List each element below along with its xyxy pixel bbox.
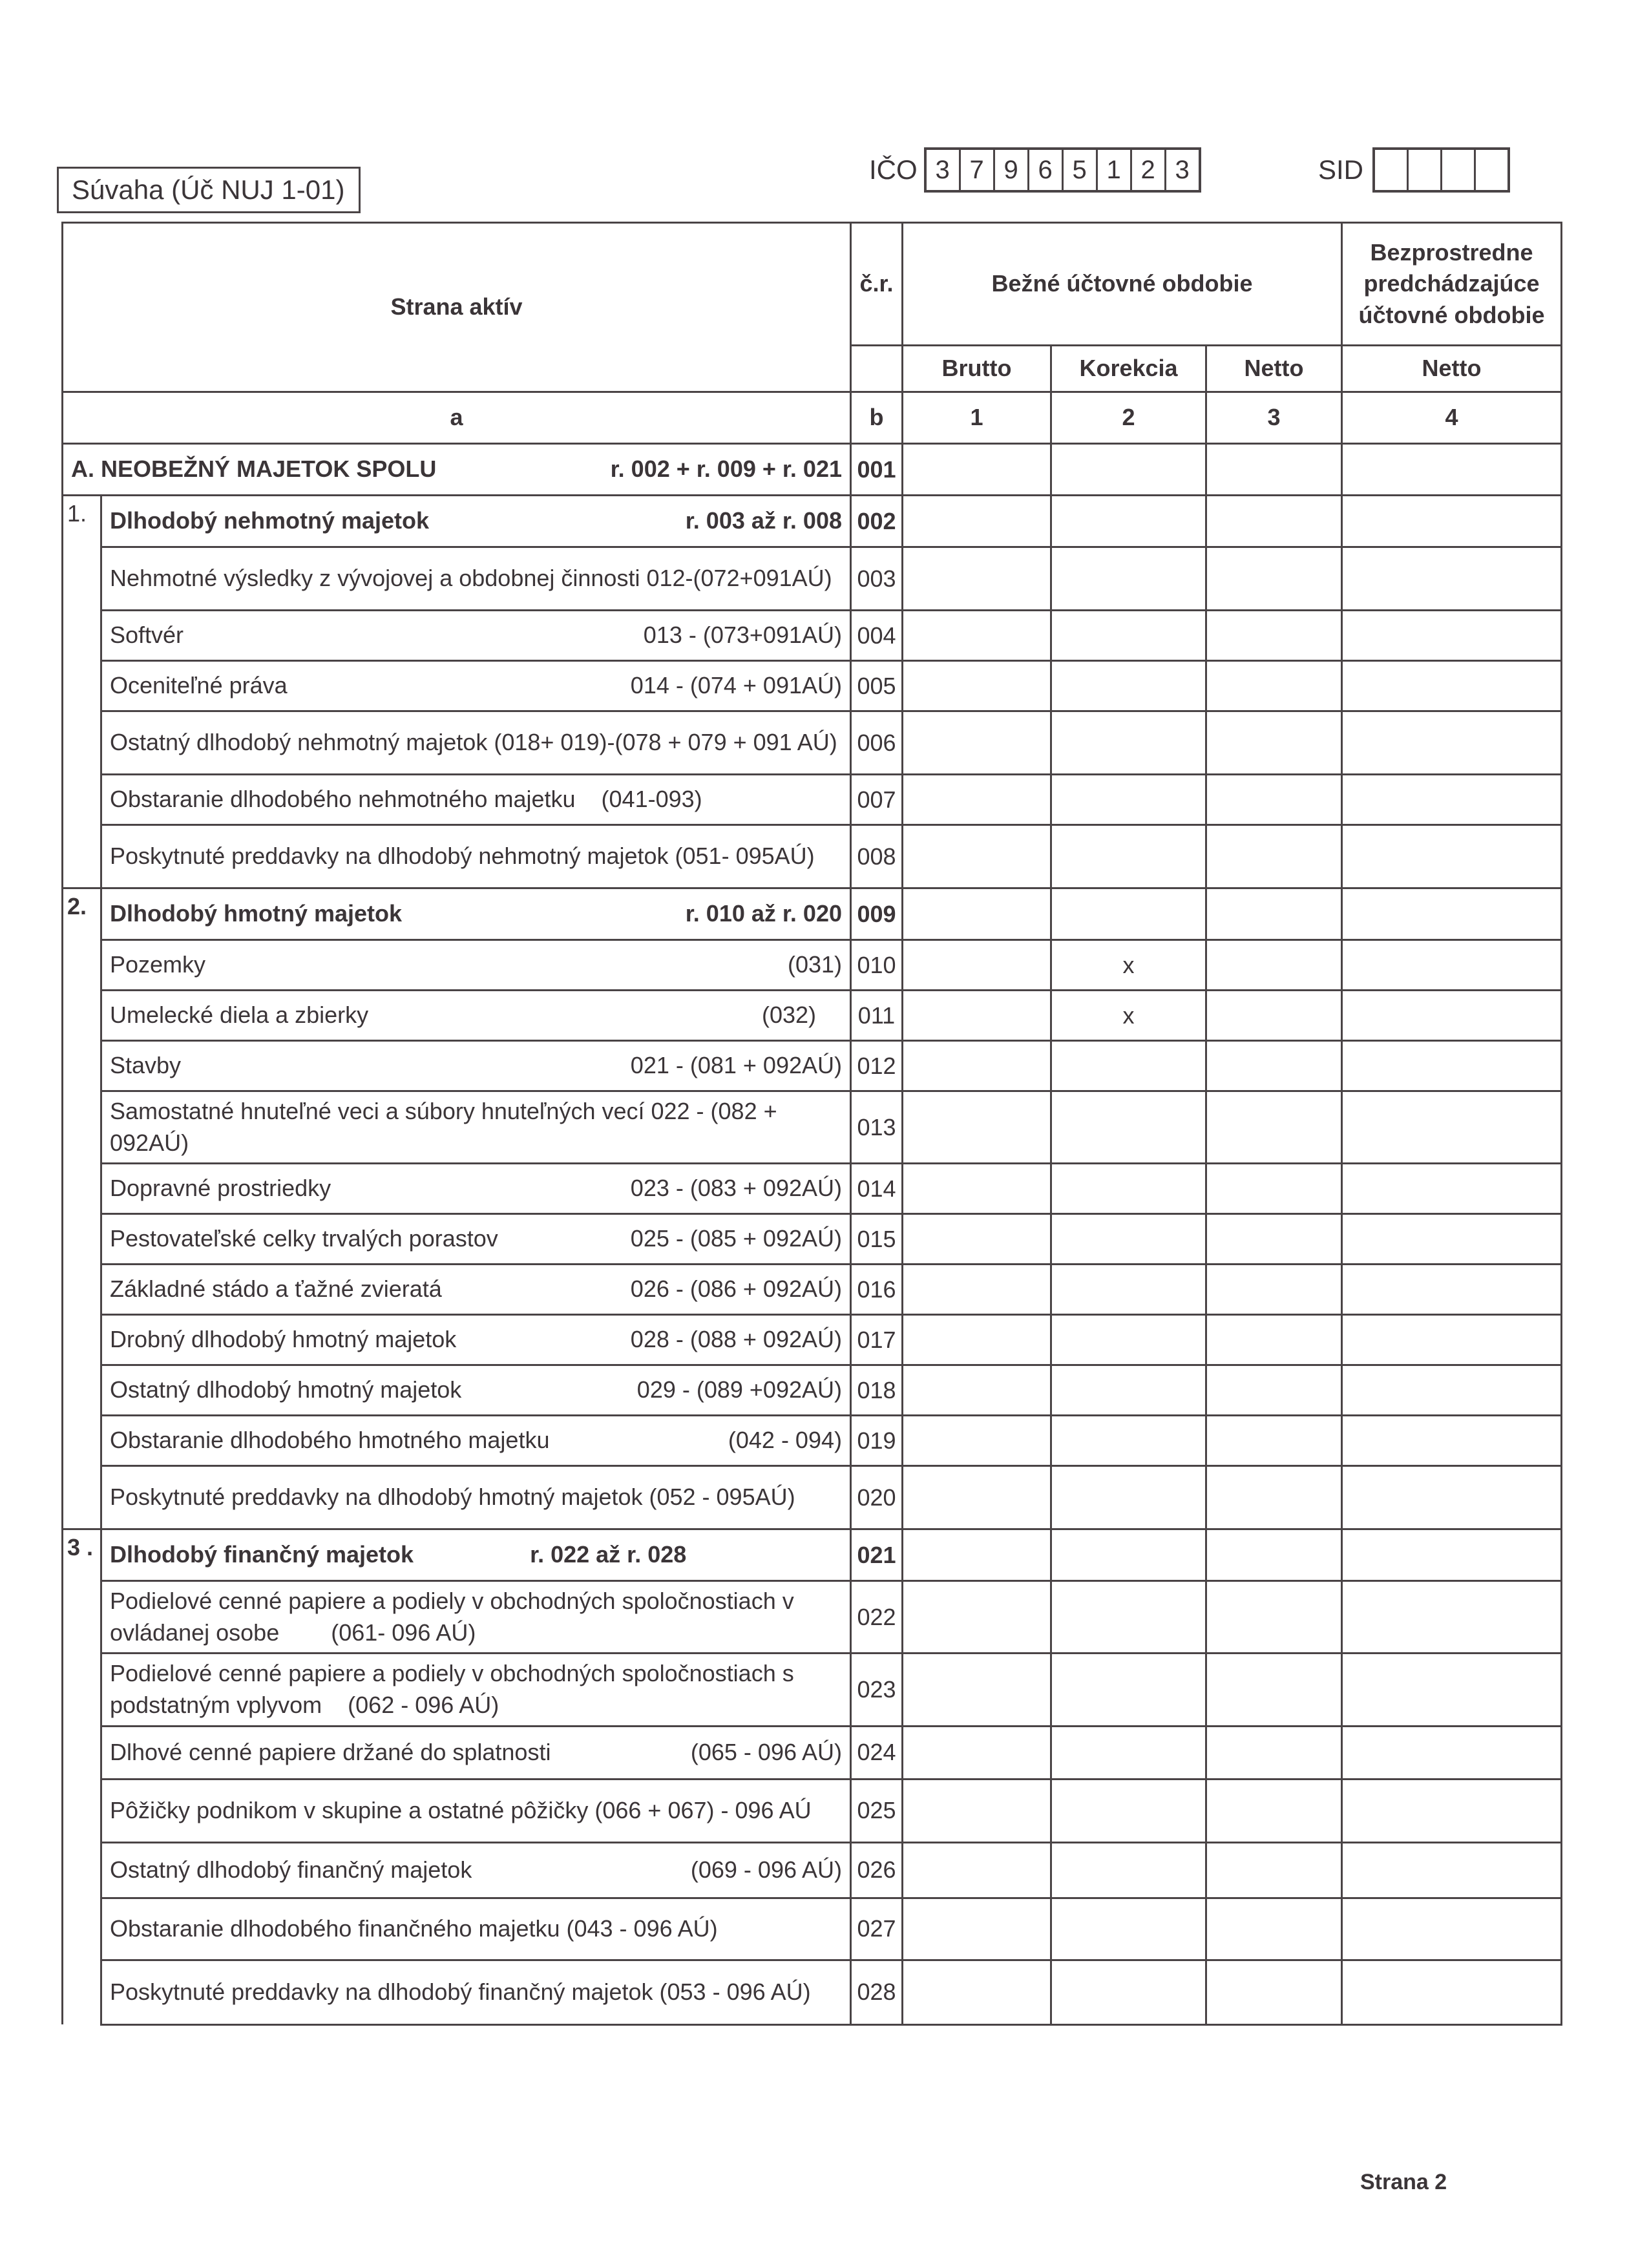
cell-korekcia[interactable] bbox=[1051, 1315, 1206, 1365]
row-formula: (031) bbox=[787, 951, 842, 978]
cell-korekcia[interactable] bbox=[1051, 775, 1206, 825]
cell-netto[interactable] bbox=[1206, 547, 1342, 611]
table-row bbox=[63, 1842, 1562, 1898]
row-label: Ostatný dlhodobý hmotný majetok bbox=[110, 1376, 462, 1403]
cell-netto-prev[interactable] bbox=[1342, 1315, 1562, 1365]
cell-brutto[interactable] bbox=[903, 775, 1051, 825]
row-formula: 013 - (073+091AÚ) bbox=[643, 622, 842, 649]
cell-netto[interactable] bbox=[1206, 825, 1342, 888]
sid-digit[interactable] bbox=[1476, 150, 1507, 190]
cell-netto-prev[interactable] bbox=[1342, 991, 1562, 1041]
row-number: 026 bbox=[851, 1842, 903, 1898]
cell-brutto[interactable] bbox=[903, 547, 1051, 611]
cell-brutto[interactable] bbox=[903, 1416, 1051, 1466]
cell-brutto[interactable] bbox=[903, 1779, 1051, 1842]
table-row bbox=[63, 1529, 1562, 1581]
row-number: 007 bbox=[851, 775, 903, 825]
cell-netto[interactable] bbox=[1206, 775, 1342, 825]
cell-brutto[interactable] bbox=[903, 1726, 1051, 1779]
ico-digit[interactable]: 3 bbox=[927, 150, 961, 190]
row-number: 024 bbox=[851, 1726, 903, 1779]
ico-digit[interactable]: 9 bbox=[995, 150, 1029, 190]
ico-digit-boxes[interactable] bbox=[924, 147, 1201, 193]
table-row bbox=[63, 444, 1562, 496]
cell-brutto[interactable] bbox=[903, 611, 1051, 661]
row-label: Samostatné hnuteľné veci a súbory hnuteľných vecí 022 - (082 + 092AÚ) bbox=[101, 1091, 851, 1164]
cell-brutto[interactable] bbox=[903, 1164, 1051, 1214]
cell-netto-prev[interactable] bbox=[1342, 1091, 1562, 1164]
header-row-no: č.r. bbox=[851, 223, 903, 346]
cell-netto[interactable] bbox=[1206, 1164, 1342, 1214]
cell-netto[interactable] bbox=[1206, 1214, 1342, 1265]
table-row bbox=[63, 1779, 1562, 1842]
cell-netto-prev[interactable] bbox=[1342, 711, 1562, 775]
header-current-period: Bežné účtovné obdobie bbox=[903, 223, 1342, 346]
cell-netto[interactable] bbox=[1206, 1365, 1342, 1416]
header-row-no-empty bbox=[851, 346, 903, 392]
cell-korekcia[interactable] bbox=[1051, 1164, 1206, 1214]
cell-korekcia[interactable] bbox=[1051, 1041, 1206, 1091]
cell-netto[interactable] bbox=[1206, 496, 1342, 547]
cell-korekcia[interactable] bbox=[1051, 1960, 1206, 2024]
cell-brutto[interactable] bbox=[903, 1365, 1051, 1416]
row-label: Pôžičky podnikom v skupine a ostatné pôžičky (066 + 067) - 096 AÚ bbox=[101, 1779, 851, 1842]
table-row bbox=[63, 547, 1562, 611]
cell-korekcia-crossed: x bbox=[1051, 991, 1206, 1041]
row-label: Dlhodobý hmotný majetok bbox=[110, 900, 403, 927]
cell-netto-prev[interactable] bbox=[1342, 1466, 1562, 1529]
ico-digit[interactable]: 6 bbox=[1029, 150, 1064, 190]
cell-brutto[interactable] bbox=[903, 1315, 1051, 1365]
row-formula: r. 022 až r. 028 bbox=[530, 1541, 687, 1568]
row-label: Drobný dlhodobý hmotný majetok bbox=[110, 1326, 457, 1353]
row-label: Poskytnuté preddavky na dlhodobý finančný majetok (053 - 096 AÚ) bbox=[101, 1960, 851, 2024]
cell-korekcia[interactable] bbox=[1051, 611, 1206, 661]
cell-korekcia[interactable] bbox=[1051, 1726, 1206, 1779]
row-number: 003 bbox=[851, 547, 903, 611]
table-row bbox=[63, 1960, 1562, 2024]
header-brutto: Brutto bbox=[903, 346, 1051, 392]
row-formula: 026 - (086 + 092AÚ) bbox=[630, 1276, 842, 1303]
sid-label: SID bbox=[1318, 154, 1364, 185]
cell-netto-prev[interactable] bbox=[1342, 888, 1562, 940]
row-number: 020 bbox=[851, 1466, 903, 1529]
header-netto-prev: Netto bbox=[1342, 346, 1562, 392]
cell-netto[interactable] bbox=[1206, 1466, 1342, 1529]
row-number: 016 bbox=[851, 1265, 903, 1315]
cell-netto-prev[interactable] bbox=[1342, 1779, 1562, 1842]
table-row bbox=[63, 661, 1562, 711]
index-2: 2 bbox=[1051, 392, 1206, 444]
row-label: Dopravné prostriedky bbox=[110, 1175, 331, 1202]
row-label: Ostatný dlhodobý nehmotný majetok (018+ 019)-(078 + 079 + 091 AÚ) bbox=[101, 711, 851, 775]
table-row bbox=[63, 1654, 1562, 1726]
row-number: 002 bbox=[851, 496, 903, 547]
index-3: 3 bbox=[1206, 392, 1342, 444]
cell-brutto[interactable] bbox=[903, 1842, 1051, 1898]
row-formula: 028 - (088 + 092AÚ) bbox=[630, 1326, 842, 1353]
table-row bbox=[63, 1466, 1562, 1529]
cell-netto-prev[interactable] bbox=[1342, 1416, 1562, 1466]
row-number: 018 bbox=[851, 1365, 903, 1416]
table-row bbox=[63, 1164, 1562, 1214]
cell-korekcia[interactable] bbox=[1051, 825, 1206, 888]
row-number: 008 bbox=[851, 825, 903, 888]
row-number: 028 bbox=[851, 1960, 903, 2024]
cell-korekcia[interactable] bbox=[1051, 1416, 1206, 1466]
table-row bbox=[63, 1214, 1562, 1265]
cell-brutto[interactable] bbox=[903, 1529, 1051, 1581]
cell-brutto[interactable] bbox=[903, 1654, 1051, 1726]
cell-netto-prev[interactable] bbox=[1342, 825, 1562, 888]
cell-korekcia[interactable] bbox=[1051, 1529, 1206, 1581]
cell-netto[interactable] bbox=[1206, 1842, 1342, 1898]
cell-netto[interactable] bbox=[1206, 444, 1342, 496]
row-label: Obstaranie dlhodobého nehmotného majetku bbox=[110, 786, 576, 813]
row-label: Pozemky bbox=[110, 951, 206, 978]
ico-digit[interactable]: 1 bbox=[1098, 150, 1132, 190]
row-formula: 029 - (089 +092AÚ) bbox=[636, 1376, 842, 1403]
index-a: a bbox=[63, 392, 851, 444]
cell-netto-prev[interactable] bbox=[1342, 1265, 1562, 1315]
cell-brutto[interactable] bbox=[903, 711, 1051, 775]
row-label: Oceniteľné práva bbox=[110, 672, 288, 699]
cell-netto[interactable] bbox=[1206, 661, 1342, 711]
row-formula: r. 010 až r. 020 bbox=[685, 900, 842, 927]
cell-korekcia[interactable] bbox=[1051, 1779, 1206, 1842]
cell-netto-prev[interactable] bbox=[1342, 1654, 1562, 1726]
cell-netto[interactable] bbox=[1206, 940, 1342, 991]
table-row bbox=[63, 825, 1562, 888]
cell-brutto[interactable] bbox=[903, 940, 1051, 991]
cell-netto-prev[interactable] bbox=[1342, 444, 1562, 496]
row-formula: 023 - (083 + 092AÚ) bbox=[630, 1175, 842, 1202]
row-number: 010 bbox=[851, 940, 903, 991]
table-row bbox=[63, 940, 1562, 991]
cell-brutto[interactable] bbox=[903, 991, 1051, 1041]
table-row bbox=[63, 991, 1562, 1041]
cell-korekcia[interactable] bbox=[1051, 547, 1206, 611]
cell-korekcia[interactable] bbox=[1051, 496, 1206, 547]
table-row bbox=[63, 1041, 1562, 1091]
cell-brutto[interactable] bbox=[903, 888, 1051, 940]
cell-netto-prev[interactable] bbox=[1342, 1214, 1562, 1265]
cell-netto[interactable] bbox=[1206, 1529, 1342, 1581]
row-label: A. NEOBEŽNÝ MAJETOK SPOLU bbox=[71, 456, 437, 483]
cell-netto-prev[interactable] bbox=[1342, 775, 1562, 825]
index-4: 4 bbox=[1342, 392, 1562, 444]
row-formula: 021 - (081 + 092AÚ) bbox=[630, 1052, 842, 1079]
row-label: Podielové cenné papiere a podiely v obchodných spoločnostiach s podstatným vplyvom bbox=[110, 1660, 794, 1718]
index-b: b bbox=[851, 392, 903, 444]
row-formula: (042 - 094) bbox=[728, 1427, 842, 1454]
ico-field bbox=[869, 147, 1201, 193]
sid-digit[interactable] bbox=[1409, 150, 1442, 190]
cell-netto-prev[interactable] bbox=[1342, 1726, 1562, 1779]
row-formula: (041-093) bbox=[601, 786, 702, 813]
table-row bbox=[63, 1365, 1562, 1416]
row-formula: (032) bbox=[761, 1002, 816, 1029]
cell-korekcia[interactable] bbox=[1051, 1214, 1206, 1265]
form-title: Súvaha (Úč NUJ 1-01) bbox=[57, 167, 361, 213]
row-number: 001 bbox=[851, 444, 903, 496]
cell-brutto[interactable] bbox=[903, 825, 1051, 888]
row-formula: 014 - (074 + 091AÚ) bbox=[630, 672, 842, 699]
table-row bbox=[63, 1315, 1562, 1365]
table-row bbox=[63, 775, 1562, 825]
row-number: 021 bbox=[851, 1529, 903, 1581]
ico-label: IČO bbox=[869, 154, 918, 185]
table-row bbox=[63, 1898, 1562, 1960]
row-number: 017 bbox=[851, 1315, 903, 1365]
row-label: Nehmotné výsledky z vývojovej a obdobnej činnosti 012-(072+091AÚ) bbox=[101, 547, 851, 611]
row-number: 004 bbox=[851, 611, 903, 661]
row-label: Softvér bbox=[110, 622, 184, 649]
table-row bbox=[63, 711, 1562, 775]
row-label: Poskytnuté preddavky na dlhodobý hmotný majetok (052 - 095AÚ) bbox=[101, 1466, 851, 1529]
cell-korekcia-crossed: x bbox=[1051, 940, 1206, 991]
row-number: 006 bbox=[851, 711, 903, 775]
cell-brutto[interactable] bbox=[903, 1041, 1051, 1091]
cell-korekcia[interactable] bbox=[1051, 1091, 1206, 1164]
cell-brutto[interactable] bbox=[903, 1898, 1051, 1960]
cell-netto[interactable] bbox=[1206, 1091, 1342, 1164]
row-label: Podielové cenné papiere a podiely v obchodných spoločnostiach v ovládanej osobe bbox=[110, 1588, 794, 1646]
row-label: Stavby bbox=[110, 1052, 182, 1079]
cell-netto-prev[interactable] bbox=[1342, 1581, 1562, 1654]
cell-netto-prev[interactable] bbox=[1342, 1365, 1562, 1416]
row-number: 012 bbox=[851, 1041, 903, 1091]
row-formula: (061- 096 AÚ) bbox=[331, 1619, 476, 1646]
row-formula: (069 - 096 AÚ) bbox=[690, 1856, 842, 1883]
cell-netto-prev[interactable] bbox=[1342, 1898, 1562, 1960]
table-row bbox=[63, 1265, 1562, 1315]
index-1: 1 bbox=[903, 392, 1051, 444]
cell-korekcia[interactable] bbox=[1051, 1898, 1206, 1960]
row-number: 014 bbox=[851, 1164, 903, 1214]
cell-netto[interactable] bbox=[1206, 888, 1342, 940]
cell-korekcia[interactable] bbox=[1051, 1466, 1206, 1529]
header-side: Strana aktív bbox=[63, 223, 851, 392]
ico-digit[interactable]: 3 bbox=[1175, 155, 1190, 184]
table-row bbox=[63, 1581, 1562, 1654]
row-number: 011 bbox=[851, 991, 903, 1041]
cell-korekcia[interactable] bbox=[1051, 1842, 1206, 1898]
cell-netto[interactable] bbox=[1206, 711, 1342, 775]
row-number: 015 bbox=[851, 1214, 903, 1265]
sid-digit-boxes[interactable] bbox=[1372, 147, 1510, 193]
cell-netto-prev[interactable] bbox=[1342, 1529, 1562, 1581]
cell-korekcia[interactable] bbox=[1051, 444, 1206, 496]
cell-netto[interactable] bbox=[1206, 611, 1342, 661]
row-label: Poskytnuté preddavky na dlhodobý nehmotný majetok (051- 095AÚ) bbox=[101, 825, 851, 888]
page-number: Strana 2 bbox=[1360, 2170, 1447, 2194]
cell-korekcia[interactable] bbox=[1051, 661, 1206, 711]
cell-netto-prev[interactable] bbox=[1342, 547, 1562, 611]
table-row bbox=[63, 496, 1562, 547]
section-number: 2. bbox=[63, 888, 101, 1529]
section-number: 1. bbox=[63, 496, 101, 888]
row-formula: r. 002 + r. 009 + r. 021 bbox=[610, 456, 842, 483]
cell-netto[interactable] bbox=[1206, 1726, 1342, 1779]
table-row bbox=[63, 1416, 1562, 1466]
row-number: 009 bbox=[851, 888, 903, 940]
row-formula: r. 003 až r. 008 bbox=[685, 507, 842, 534]
cell-netto[interactable] bbox=[1206, 991, 1342, 1041]
cell-brutto[interactable] bbox=[903, 1581, 1051, 1654]
row-label: Dlhodobý nehmotný majetok bbox=[110, 507, 430, 534]
cell-netto[interactable] bbox=[1206, 1960, 1342, 2024]
balance-sheet-table bbox=[61, 222, 1562, 2026]
row-label: Umelecké diela a zbierky bbox=[110, 1002, 369, 1029]
row-formula: (065 - 096 AÚ) bbox=[690, 1738, 842, 1765]
cell-netto-prev[interactable] bbox=[1342, 1164, 1562, 1214]
row-number: 022 bbox=[851, 1581, 903, 1654]
cell-korekcia[interactable] bbox=[1051, 1365, 1206, 1416]
row-label: Ostatný dlhodobý finančný majetok bbox=[110, 1856, 472, 1883]
cell-netto[interactable] bbox=[1206, 1315, 1342, 1365]
ico-digit[interactable]: 7 bbox=[961, 150, 995, 190]
cell-brutto[interactable] bbox=[903, 444, 1051, 496]
cell-korekcia[interactable] bbox=[1051, 711, 1206, 775]
cell-netto-prev[interactable] bbox=[1342, 661, 1562, 711]
header-netto: Netto bbox=[1206, 346, 1342, 392]
row-label: Obstaranie dlhodobého hmotného majetku bbox=[110, 1427, 550, 1454]
cell-netto-prev[interactable] bbox=[1342, 940, 1562, 991]
header-previous-period: Bezprostredne predchádzajúce účtovné obdobie bbox=[1342, 223, 1562, 346]
cell-netto-prev[interactable] bbox=[1342, 1041, 1562, 1091]
cell-netto[interactable] bbox=[1206, 1265, 1342, 1315]
cell-netto-prev[interactable] bbox=[1342, 1842, 1562, 1898]
ico-digit[interactable]: 2 bbox=[1132, 150, 1166, 190]
cell-netto[interactable] bbox=[1206, 1581, 1342, 1654]
row-label: Pestovateľské celky trvalých porastov bbox=[110, 1225, 498, 1252]
table-row bbox=[63, 888, 1562, 940]
row-number: 019 bbox=[851, 1416, 903, 1466]
cell-brutto[interactable] bbox=[903, 1091, 1051, 1164]
sid-field bbox=[1318, 147, 1510, 193]
cell-netto[interactable] bbox=[1206, 1041, 1342, 1091]
row-label: Dlhové cenné papiere držané do splatnosti bbox=[110, 1738, 551, 1765]
cell-brutto[interactable] bbox=[903, 1214, 1051, 1265]
cell-brutto[interactable] bbox=[903, 1265, 1051, 1315]
table-row bbox=[63, 611, 1562, 661]
table-row bbox=[63, 1091, 1562, 1164]
cell-brutto[interactable] bbox=[903, 1960, 1051, 2024]
cell-netto[interactable] bbox=[1206, 1898, 1342, 1960]
cell-netto[interactable] bbox=[1206, 1654, 1342, 1726]
cell-korekcia[interactable] bbox=[1051, 1654, 1206, 1726]
row-formula: (062 - 096 AÚ) bbox=[348, 1691, 499, 1718]
cell-brutto[interactable] bbox=[903, 496, 1051, 547]
cell-korekcia[interactable] bbox=[1051, 1581, 1206, 1654]
cell-korekcia[interactable] bbox=[1051, 1265, 1206, 1315]
cell-brutto[interactable] bbox=[903, 661, 1051, 711]
row-label: Obstaranie dlhodobého finančného majetku (043 - 096 AÚ) bbox=[101, 1898, 851, 1960]
row-number: 005 bbox=[851, 661, 903, 711]
row-label: Základné stádo a ťažné zvieratá bbox=[110, 1276, 442, 1303]
sid-digit[interactable] bbox=[1375, 150, 1409, 190]
row-number: 013 bbox=[851, 1091, 903, 1164]
table-row bbox=[63, 1726, 1562, 1779]
header-korekcia: Korekcia bbox=[1051, 346, 1206, 392]
cell-netto[interactable] bbox=[1206, 1416, 1342, 1466]
cell-brutto[interactable] bbox=[903, 1466, 1051, 1529]
cell-netto-prev[interactable] bbox=[1342, 1960, 1562, 2024]
sid-digit[interactable] bbox=[1442, 150, 1476, 190]
cell-netto-prev[interactable] bbox=[1342, 496, 1562, 547]
row-formula: 025 - (085 + 092AÚ) bbox=[630, 1225, 842, 1252]
row-number: 027 bbox=[851, 1898, 903, 1960]
cell-netto[interactable] bbox=[1206, 1779, 1342, 1842]
section-number: 3 . bbox=[63, 1529, 101, 2024]
row-number: 023 bbox=[851, 1654, 903, 1726]
ico-digit[interactable]: 5 bbox=[1064, 150, 1098, 190]
cell-netto-prev[interactable] bbox=[1342, 611, 1562, 661]
cell-korekcia[interactable] bbox=[1051, 888, 1206, 940]
row-label: Dlhodobý finančný majetok bbox=[110, 1541, 414, 1568]
row-number: 025 bbox=[851, 1779, 903, 1842]
